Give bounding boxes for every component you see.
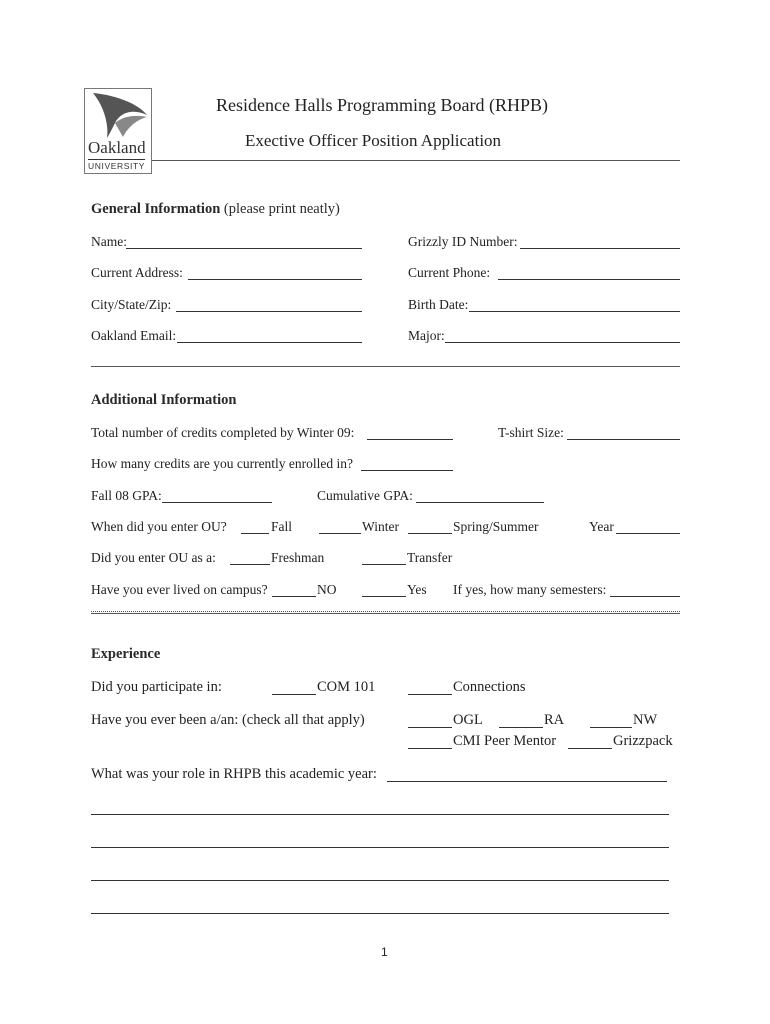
no-option: NO — [317, 582, 337, 597]
ogl-check[interactable] — [408, 727, 452, 728]
cum-gpa-label: Cumulative GPA: — [317, 488, 413, 503]
year-label: Year — [589, 519, 614, 534]
birth-date-label: Birth Date: — [408, 297, 469, 312]
participate-label: Did you participate in: — [91, 679, 222, 695]
enrolled-label: How many credits are you currently enrolled in? — [91, 456, 354, 471]
logo-university: UNIVERSITY — [88, 161, 146, 171]
page-number: 1 — [381, 945, 388, 959]
transfer-option: Transfer — [407, 550, 453, 565]
winter-option: Winter — [362, 519, 399, 534]
com101-check[interactable] — [272, 694, 316, 695]
role-label: What was your role in RHPB this academic year: — [91, 766, 377, 782]
tshirt-label: T-shirt Size: — [498, 425, 564, 440]
experience-heading: Experience — [91, 646, 161, 662]
freshman-option: Freshman — [271, 550, 325, 565]
lived-label: Have you ever lived on campus? — [91, 582, 268, 597]
role-line-2[interactable] — [91, 847, 669, 848]
section-rule — [91, 366, 680, 367]
section-rule-2b — [91, 613, 680, 614]
no-check[interactable] — [272, 596, 316, 597]
yes-check[interactable] — [362, 596, 406, 597]
cum-gpa-field[interactable] — [416, 502, 544, 503]
role-line-3[interactable] — [91, 880, 669, 881]
grizzpack-check[interactable] — [568, 748, 612, 749]
semesters-field[interactable] — [610, 596, 680, 597]
general-heading: General Information (please print neatly) — [91, 201, 340, 217]
city-field[interactable] — [176, 311, 362, 312]
year-field[interactable] — [616, 533, 680, 534]
name-label: Name: — [91, 234, 127, 249]
section-rule-2 — [91, 611, 680, 612]
cmi-option: CMI Peer Mentor — [453, 733, 557, 749]
connections-check[interactable] — [408, 694, 452, 695]
yes-option: Yes — [407, 582, 427, 597]
spring-option: Spring/Summer — [453, 519, 539, 534]
nw-check[interactable] — [590, 727, 632, 728]
header-rule — [152, 160, 680, 161]
tshirt-field[interactable] — [567, 439, 680, 440]
fall-check[interactable] — [241, 533, 269, 534]
ogl-option: OGL — [453, 712, 483, 728]
ra-check[interactable] — [499, 727, 543, 728]
additional-heading: Additional Information — [91, 392, 237, 408]
sail-icon — [85, 89, 151, 139]
transfer-check[interactable] — [362, 564, 406, 565]
role-field[interactable] — [387, 781, 667, 782]
fall-option: Fall — [271, 519, 293, 534]
enter-label: When did you enter OU? — [91, 519, 227, 534]
spring-check[interactable] — [408, 533, 452, 534]
oakland-university-logo — [84, 88, 152, 174]
been-label: Have you ever been a/an: (check all that apply) — [91, 712, 365, 728]
birth-date-field[interactable] — [469, 311, 680, 312]
role-line-4[interactable] — [91, 913, 669, 914]
ra-option: RA — [544, 712, 565, 728]
nw-option: NW — [633, 712, 658, 728]
page-subtitle: Exective Officer Position Application — [245, 131, 502, 150]
freshman-check[interactable] — [230, 564, 270, 565]
email-field[interactable] — [177, 342, 362, 343]
page-title: Residence Halls Programming Board (RHPB) — [216, 95, 548, 115]
connections-option: Connections — [453, 679, 526, 695]
major-label: Major: — [408, 328, 445, 343]
grizzpack-option: Grizzpack — [613, 733, 673, 749]
com101-option: COM 101 — [317, 679, 376, 695]
credits-label: Total number of credits completed by Winter 09: — [91, 425, 355, 440]
grizzly-id-label: Grizzly ID Number: — [408, 234, 518, 249]
grizzly-id-field[interactable] — [520, 248, 680, 249]
phone-label: Current Phone: — [408, 265, 491, 280]
address-label: Current Address: — [91, 265, 183, 280]
logo-wordmark: Oakland — [88, 138, 146, 157]
major-field[interactable] — [445, 342, 680, 343]
name-field[interactable] — [126, 248, 362, 249]
address-field[interactable] — [188, 279, 362, 280]
phone-field[interactable] — [498, 279, 680, 280]
email-label: Oakland Email: — [91, 328, 177, 343]
cmi-check[interactable] — [408, 748, 452, 749]
enrolled-field[interactable] — [361, 470, 453, 471]
role-line-1[interactable] — [91, 814, 669, 815]
fall-gpa-field[interactable] — [162, 502, 272, 503]
semesters-label: If yes, how many semesters: — [453, 582, 607, 597]
enter-as-label: Did you enter OU as a: — [91, 550, 216, 565]
credits-field[interactable] — [367, 439, 453, 440]
city-label: City/State/Zip: — [91, 297, 172, 312]
fall-gpa-label: Fall 08 GPA: — [91, 488, 162, 503]
winter-check[interactable] — [319, 533, 361, 534]
